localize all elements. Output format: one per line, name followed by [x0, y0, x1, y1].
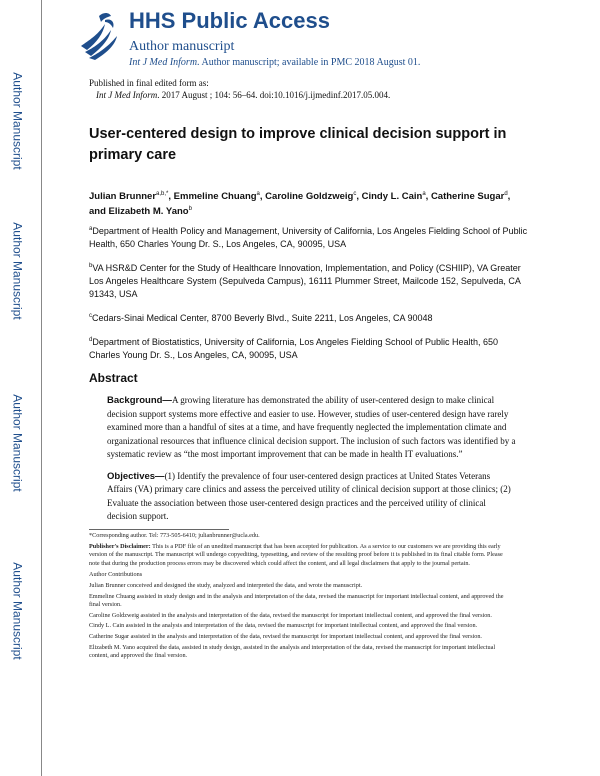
contribution-item: Catherine Sugar assisted in the analysis and interpretation of the data, revised the manuscript for important intellectual content, and approved the final version. [89, 632, 482, 640]
author-contributions-heading: Author Contributions [89, 571, 143, 579]
sidebar-label: Author Manuscript [11, 222, 26, 320]
footnotes [89, 532, 514, 663]
author-manuscript-sidebar [0, 0, 36, 776]
affiliation: $^a$Department of Health Policy and Management, University of California, Los Angeles Fielding School of Public Health, 650 Charles Young Dr. S., Los Angeles, CA, 90095, USA [89, 226, 528, 250]
footnote-divider [89, 529, 229, 530]
contribution-item: Cindy L. Cain assisted in the analysis and interpretation of the data, revised the manuscript for important intellectual content, and approved the final version. [89, 622, 478, 630]
affiliation: $^d$Department of Biostatistics, University of California, Los Angeles Fielding School of Public Health, 650 Charles Young Dr. S., Los Angeles, CA, 90095, USA [89, 337, 499, 361]
contribution-item: Julian Brunner conceived and designed the study, analyzed and interpreted the data, and wrote the manuscript. [89, 581, 363, 589]
published-note: Published in final edited form as: [89, 78, 209, 88]
availability-line: Int J Med Inform. Author manuscript; available in PMC 2018 August 01. [129, 57, 421, 68]
abstract-heading: Abstract [89, 371, 138, 386]
sidebar-divider [41, 0, 42, 776]
article-title: User-centered design to improve clinical decision support in primary care [89, 126, 507, 163]
author-manuscript-label: Author manuscript [129, 39, 235, 54]
abstract-background: Background—A growing literature has demonstrated the ability of user-centered design to make clinical decision support systems more effective and easier to use. However, studies of user-centered design have rarely examined more than a handful of sites at a time, and have frequently neglected the implementation climate and organizational resources that influence clinical decision support. The inclusion of such factors was identified by a systematic review as “the most important improvement that can be made in health IT evaluations.” [107, 395, 516, 460]
affiliation: $^c$Cedars-Sinai Medical Center, 8700 Beverly Blvd., Suite 2211, Los Angeles, CA 90048 [89, 313, 433, 324]
abstract-objectives: Objectives—(1) Identify the prevalence of four user-centered design practices at United States Veterans Affairs (VA) primary care clinics and assess the perceived utility of clinical decision support at those clinics; (2) Evaluate the association between those user-centered design practices and the perceived utility of clinical decision support. [107, 470, 511, 522]
contribution-item: Elizabeth M. Yano acquired the data, assisted in study design, assisted in the analysis and interpretation of the data, revised the manuscript for important intellectual content, and approved the final version. [89, 643, 496, 660]
author-name: Catherine Sugar [430, 191, 505, 203]
contribution-item: Caroline Goldzweig assisted in the analysis and interpretation of the data, revised the manuscript for important intellectual content, and approved the final version. [89, 611, 492, 619]
author-name: Julian Brunner [89, 191, 157, 203]
author-name: Caroline Goldzweig [265, 191, 354, 203]
sidebar-label: Author Manuscript [11, 394, 26, 492]
article-body [89, 124, 529, 532]
sidebar-label: Author Manuscript [11, 562, 26, 660]
author-name: Emmeline Chuang [173, 191, 257, 203]
citation: Int J Med Inform. 2017 August ; 104: 56–64. doi:10.1016/j.ijmedinf.2017.05.004. [96, 90, 391, 100]
sidebar-label: Author Manuscript [11, 72, 26, 170]
author-name: Cindy L. Cain [361, 191, 423, 203]
hhs-header [75, 6, 585, 68]
affiliation: $^b$VA HSR&D Center for the Study of Healthcare Innovation, Implementation, and Policy (CSHIIP), VA Greater Los Angeles Healthcare System (Sepulveda Campus), 16111 Plummer Street, Mailcode 152, Sepulveda, CA 91343, USA [89, 263, 521, 300]
author-list: Julian Brunner$^{a,b,*}$, Emmeline Chuang$^a$, Caroline Goldzweig$^c$, Cindy L. Cain$^a$, Catherine Sugar$^d$, and Elizabeth M. Yano$^b$ [89, 191, 511, 218]
contribution-item: Emmeline Chuang assisted in study design and in the analysis and interpretation of the data, revised the manuscript for important intellectual content, and approved the final version. [89, 592, 504, 609]
author-name: Elizabeth M. Yano [108, 206, 189, 218]
hhs-title: HHS Public Access [129, 8, 330, 33]
corresponding-author-note: *Corresponding author. Tel: 773-505-6410; julianbrunner@ucla.edu. [89, 532, 260, 539]
publisher-disclaimer: Publisher's Disclaimer: This is a PDF file of an unedited manuscript that has been accepted for publication. As a service to our customers we are providing this early version of the manuscript. The manuscript will undergo copyediting, typesetting, and review of the resulting proof before it is published in its final citable form. Please note that during the production process errors may be discovered which could affect the content, and all legal disclaimers that apply to the journal pertain. [89, 542, 503, 567]
hhs-eagle-logo-icon [75, 6, 125, 62]
